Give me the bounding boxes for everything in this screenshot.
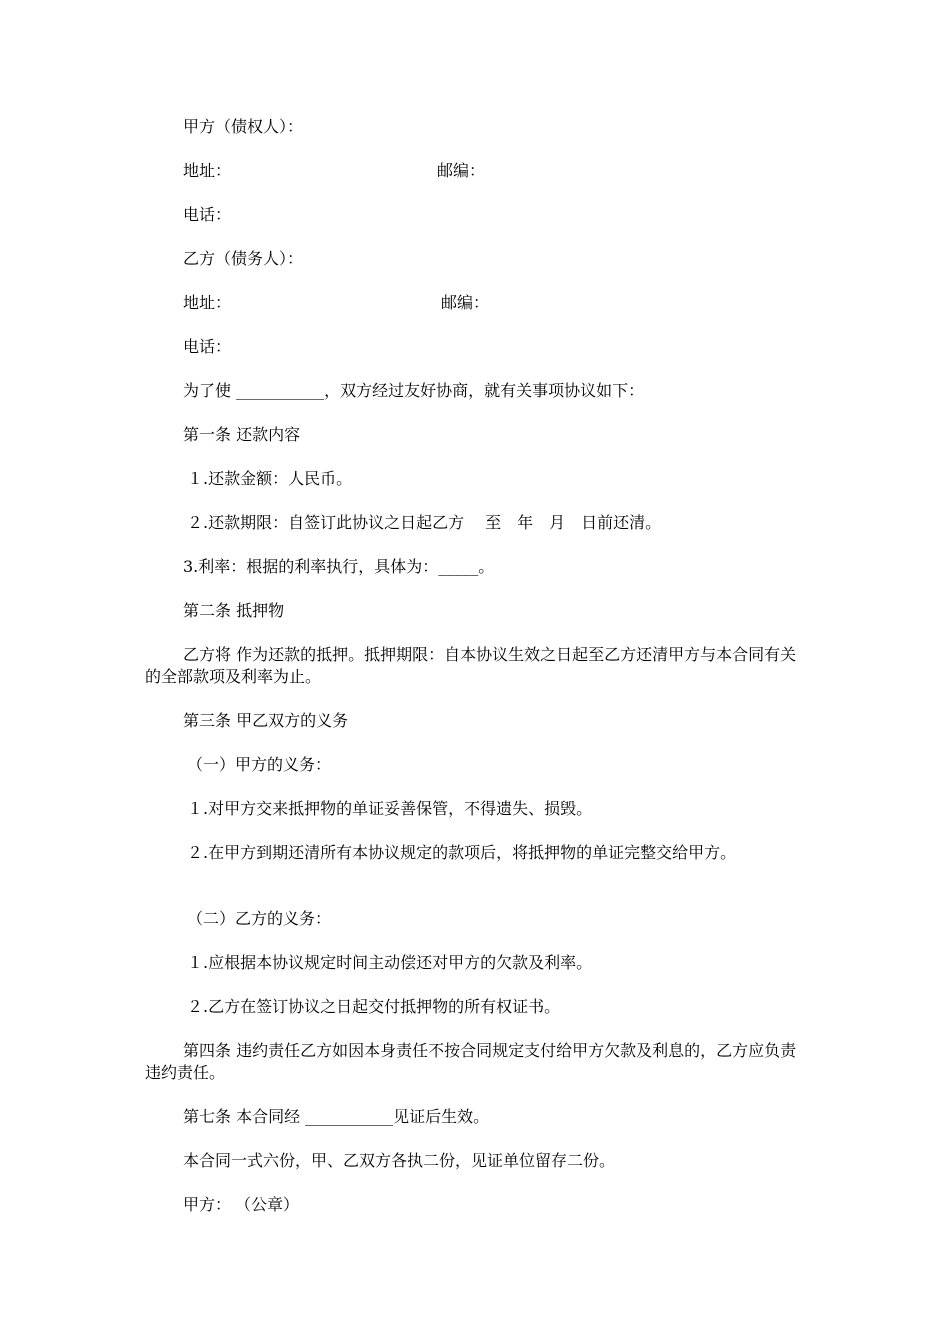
party-a-postcode-label: 邮编： (437, 161, 486, 180)
seal-label: （公章） (235, 1195, 300, 1214)
article-4-body: 第四条 违约责任乙方如因本身责任不按合同规定支付给甲方欠款及利息的，乙方应负责违约责任。 (145, 1041, 797, 1082)
preamble: 为了使 ___________，双方经过友好协商，就有关事项协议如下： (183, 381, 645, 400)
article-1-item-2: ２.还款期限：自签订此协议之日起乙方 至 年 月 日前还清。 (187, 513, 662, 532)
article-1-title: 第一条 还款内容 (183, 425, 301, 444)
party-b-phone-label: 电话： (183, 337, 232, 356)
article-3-party-b-heading: （二）乙方的义务： (187, 909, 332, 928)
article-1-item-1: １.还款金额：人民币。 (187, 469, 353, 488)
party-b-heading: 乙方（债务人）： (183, 249, 304, 268)
article-3-party-b-item-1: １.应根据本协议规定时间主动偿还对甲方的欠款及利率。 (187, 953, 593, 972)
article-3-party-b-item-2: ２.乙方在签订协议之日起交付抵押物的所有权证书。 (187, 997, 561, 1016)
article-3-party-a-item-2: ２.在甲方到期还清所有本协议规定的款项后，将抵押物的单证完整交给甲方。 (187, 843, 737, 862)
party-b-postcode-label: 邮编： (441, 293, 490, 312)
article-3-party-a-heading: （一）甲方的义务： (187, 755, 332, 774)
article-3-title: 第三条 甲乙双方的义务 (183, 711, 349, 730)
party-a-heading: 甲方（债权人）： (183, 117, 304, 136)
party-a-address-row (183, 160, 231, 182)
article-7-body: 第七条 本合同经 ___________见证后生效。 (183, 1107, 490, 1126)
copies-statement: 本合同一式六份，甲、乙双方各执二份，见证单位留存二份。 (183, 1151, 616, 1170)
signature-row (183, 1194, 299, 1216)
signature-label: 甲方： (183, 1195, 232, 1214)
article-2-body: 乙方将 作为还款的抵押。抵押期限：自本协议生效之日起至乙方还清甲方与本合同有关的全部款项及利率为止。 (145, 645, 797, 686)
party-a-phone-label: 电话： (183, 205, 232, 224)
article-2-title: 第二条 抵押物 (183, 601, 285, 620)
article-1-item-3: 3.利率：根据的利率执行，具体为：_____。 (183, 557, 495, 576)
article-3-party-a-item-1: １.对甲方交来抵押物的单证妥善保管，不得遗失、损毁。 (187, 799, 593, 818)
party-a-address-label: 地址： (183, 161, 232, 180)
party-b-address-label: 地址： (183, 293, 232, 312)
